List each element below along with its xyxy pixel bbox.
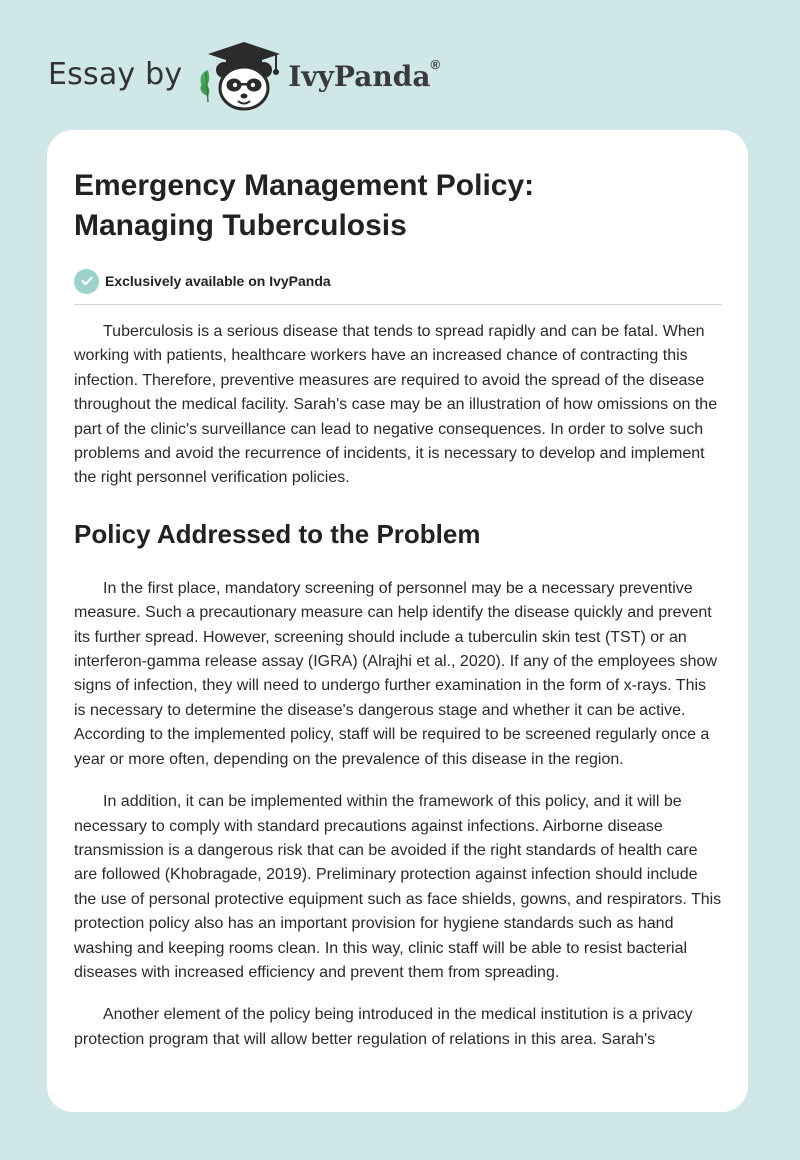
section-heading: Policy Addressed to the Problem xyxy=(74,518,481,549)
divider xyxy=(74,304,722,305)
title-line-2: Managing Tuberculosis xyxy=(74,209,407,242)
registered-mark: ® xyxy=(430,57,441,73)
panda-logo-icon[interactable] xyxy=(196,36,286,112)
paragraph-screening: In the first place, mandatory screening of personnel may be a necessary preventive measure. Such a precautionary measure can help identify the disease quickly and prevent its further spread. However, screening should include a tuberculin skin test (TST) or an interferon-gamma release assay (IGRA) (Alrajhi et al., 2020). If any of the employees show signs of infection, they will need to undergo further examination in the form of x-rays. This is necessary to determine the disease's dangerous stage and whether it can be active. According to the implemented policy, staff will be required to be screened regularly once a year or more often, depending on the prevalence of this disease in the region. xyxy=(74,579,717,768)
title-line-1: Emergency Management Policy: xyxy=(74,169,535,202)
brand-name-text: IvyPanda xyxy=(288,59,431,93)
paragraph-precautions: In addition, it can be implemented within the framework of this policy, and it will be necessary to comply with standard precautions against infections. Airborne disease transmission is a dangerous risk that can be avoided if the right standards of health care are followed (Khobragade, 2019). Preliminary protection against infection should include the use of personal protective equipment such as face shields, gowns, and respirators. This protection policy also has an important provision for hygiene standards such as hand washing and keeping rooms clean. In this way, clinic staff will be able to resist bacterial diseases with increased efficiency and prevent them from spreading. xyxy=(74,793,722,981)
exclusive-badge xyxy=(74,268,722,294)
check-circle-icon xyxy=(74,269,99,294)
site-header xyxy=(48,34,440,114)
exclusive-badge-label: Exclusively available on IvyPanda xyxy=(105,273,331,289)
essay-card xyxy=(47,130,748,1112)
page-title xyxy=(74,166,722,246)
paragraph-privacy: Another element of the policy being introduced in the medical institution is a privacy protection program that will allow better regulation of relations in this area. Sarah's xyxy=(74,1006,693,1048)
paragraph-intro: Tuberculosis is a serious disease that tends to spread rapidly and can be fatal. When working with patients, healthcare workers have an increased chance of contracting this infection. Therefore, preventive measures are required to avoid the spread of the disease throughout the medical facility. Sarah's case may be an illustration of how omissions on the part of the clinic's surveillance can lead to negative consequences. In order to solve such problems and avoid the recurrence of incidents, it is necessary to develop and implement the right personnel verification policies. xyxy=(74,323,718,487)
brand-name[interactable] xyxy=(288,57,441,93)
essay-by-label: Essay by xyxy=(48,56,183,92)
